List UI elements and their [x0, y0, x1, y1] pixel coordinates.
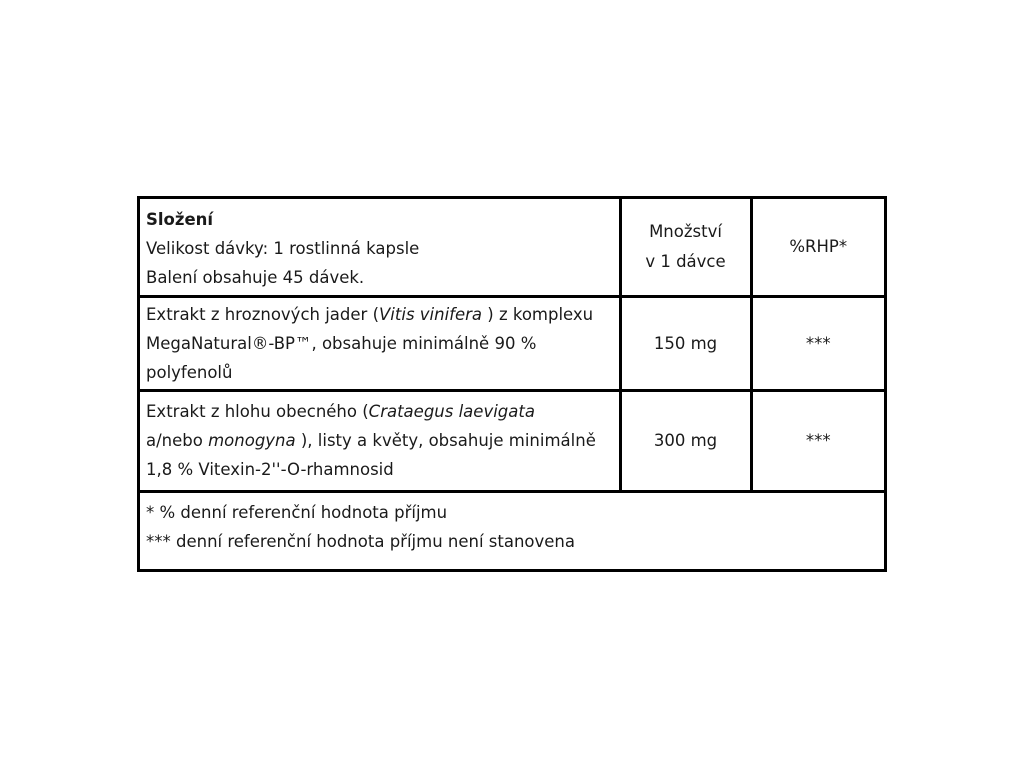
rhp-value: *** [805, 333, 831, 353]
latin-name: Vitis vinifera [379, 304, 483, 324]
footnote-cell [140, 491, 884, 569]
amount-value: 300 mg [653, 431, 718, 450]
footnote-not-established: *** denní referenční hodnota příjmu není stanovena [146, 531, 575, 551]
rhp-cell [751, 296, 884, 390]
amount-header-line1: Množství [649, 221, 722, 241]
latin-name-alt: monogyna [208, 431, 296, 450]
rhp-cell [751, 390, 884, 491]
header-amount-cell [620, 199, 751, 296]
rhp-value: *** [805, 431, 831, 450]
rhp-header: %RHP* [789, 237, 848, 257]
composition-table-grid [140, 199, 884, 569]
header-composition-cell [140, 199, 620, 296]
ingredient-line2: a/nebo monogyna ), listy a květy, obsahuje minimálně [146, 431, 596, 450]
header-rhp-cell [751, 199, 884, 296]
composition-table [137, 196, 887, 572]
ingredient-line2: MegaNatural®-BP™, obsahuje minimálně 90 % [146, 333, 537, 353]
ingredient-line3: 1,8 % Vitexin-2''-O-rhamnosid [146, 460, 394, 479]
amount-value: 150 mg [653, 333, 718, 353]
serving-size-text: Velikost dávky: 1 rostlinná kapsle [146, 238, 420, 258]
amount-header-line2: v 1 dávce [645, 251, 726, 271]
latin-name: Crataegus laevigata [368, 402, 535, 421]
ingredient-line1: Extrakt z hroznových jader (Vitis vinifera ) z komplexu [146, 304, 594, 324]
amount-cell [620, 390, 751, 491]
table-row [140, 296, 884, 390]
header-row [140, 199, 884, 296]
footnote-row [140, 491, 884, 569]
ingredient-line1: Extrakt z hlohu obecného (Crataegus laevigata [146, 402, 535, 421]
table-row [140, 390, 884, 491]
footnote-rhp: * % denní referenční hodnota příjmu [146, 502, 448, 522]
ingredient-cell [140, 390, 620, 491]
amount-cell [620, 296, 751, 390]
servings-per-pack-text: Balení obsahuje 45 dávek. [146, 267, 365, 287]
ingredient-line3: polyfenolů [146, 362, 233, 382]
composition-title: Složení [146, 209, 214, 229]
ingredient-cell [140, 296, 620, 390]
